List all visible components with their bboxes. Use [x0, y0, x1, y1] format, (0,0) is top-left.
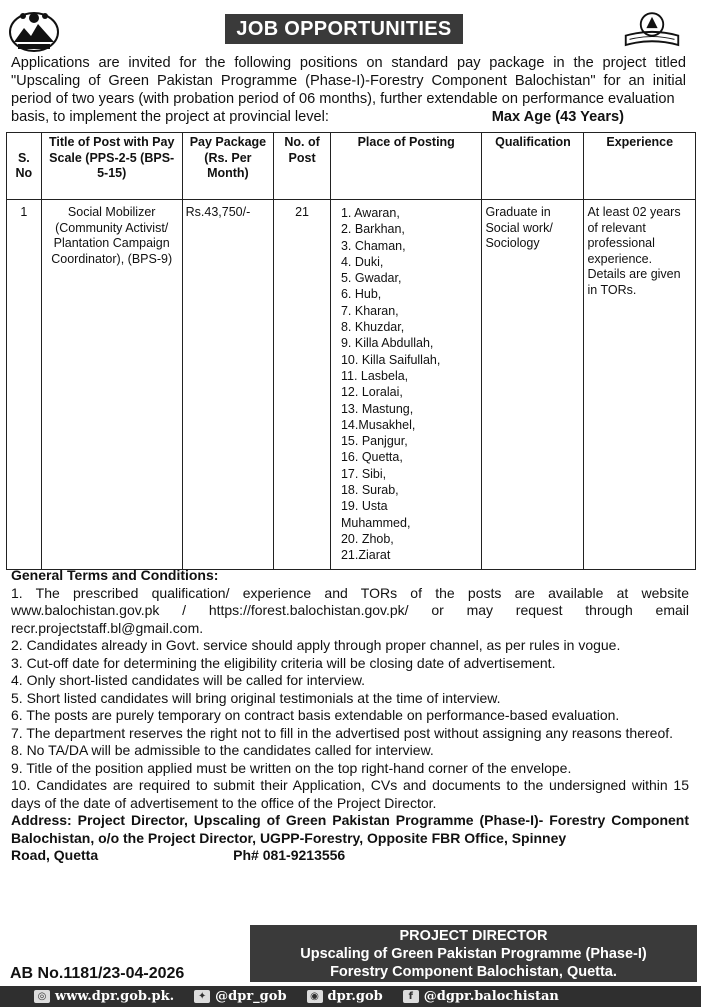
place-item: 14.Musakhel,: [340, 417, 416, 432]
place-item: 19. Usta: [340, 499, 388, 514]
place-item: 12. Loralai,: [340, 385, 403, 400]
footer-web[interactable]: [34, 989, 174, 1004]
header-pay: Pay Package (Rs. Per Month): [182, 133, 274, 200]
place-item: 20. Zhob,: [340, 531, 394, 546]
forestry-department-logo: [622, 6, 682, 54]
places-list: [334, 205, 478, 564]
facebook-icon: f: [403, 990, 419, 1003]
page-title: JOB OPPORTUNITIES: [225, 14, 463, 44]
term-item: 3. Cut-off date for determining the eligibility criteria will be closing date of advertisement.: [11, 654, 556, 671]
header-posts: No. of Post: [274, 133, 331, 200]
director-location: Forestry Component Balochistan, Quetta.: [330, 964, 617, 980]
address-last-line: [11, 847, 689, 865]
place-item: 3. Chaman,: [340, 238, 406, 253]
place-item: 7. Kharan,: [340, 303, 399, 318]
intro-last-text: basis, to implement the project at provincial level:: [11, 109, 329, 125]
place-item: 13. Mastung,: [340, 401, 414, 416]
jobs-table: [6, 132, 696, 570]
address-main: Address: Project Director, Upscaling of Green Pakistan Programme (Phase-I)- Forestry Component Balochistan, o/o the Project Director, UGPP-Forestry, Opposite FBR Office, Spinney: [11, 812, 689, 846]
phone-number: Ph# 081-9213556: [233, 847, 346, 863]
cell-sno: 1: [7, 200, 42, 570]
place-item: 6. Hub,: [340, 287, 382, 302]
max-age: Max Age (43 Years): [491, 109, 624, 125]
cell-posts: 21: [274, 200, 331, 570]
intro-text: Applications are invited for the following positions on standard pay package in the project titled "Upscaling of Green Pakistan Programme (Phase-I)-Forestry Component Balochistan" for an initial period of two years (with probation period of 06 months), further extendable on performance evaluation: [11, 55, 686, 107]
cell-places: [330, 200, 481, 570]
place-item: 4. Duki,: [340, 254, 384, 269]
ab-number: AB No.1181/23-04-2026: [10, 965, 185, 982]
footer-web-text: www.dpr.gob.pk.: [55, 989, 175, 1004]
terms-section: [11, 567, 689, 865]
cell-experience: At least 02 years of relevant professional experience. Details are given in TORs.: [584, 200, 696, 570]
place-item: 8. Khuzdar,: [340, 320, 405, 335]
place-item: 1. Awaran,: [340, 206, 400, 220]
balochistan-govt-logo: [4, 6, 64, 54]
twitter-icon: ✦: [194, 990, 210, 1003]
footer-instagram[interactable]: [307, 989, 383, 1004]
director-title: PROJECT DIRECTOR: [399, 928, 548, 944]
cell-post-title: Social Mobilizer (Community Activist/ Plantation Campaign Coordinator), (BPS-9): [41, 200, 182, 570]
place-item: 5. Gwadar,: [340, 271, 402, 286]
header-sno: S. No: [7, 133, 42, 200]
place-item: 11. Lasbela,: [340, 368, 409, 383]
place-item: 17. Sibi,: [340, 466, 387, 481]
header-title: Title of Post with Pay Scale (PPS-2-5 (BPS-5-15): [41, 133, 182, 200]
place-item: 15. Panjgur,: [340, 434, 408, 449]
term-item: 1. The prescribed qualification/ experience and TORs of the posts are available at website www.balochistan.gov.pk / https://forest.balochistan.gov.pk/ or may request through email recr.projectstaff.bl@gmail.com.: [11, 584, 689, 636]
instagram-icon: ◉: [307, 990, 323, 1003]
terms-title: General Terms and Conditions:: [11, 567, 219, 583]
footer-twitter-text: @dpr_gob: [215, 989, 287, 1004]
terms-list: [11, 585, 689, 813]
table-row: [7, 200, 696, 570]
place-item: 16. Quetta,: [340, 450, 403, 465]
term-item: 10. Candidates are required to submit their Application, CVs and documents to the undersigned within 15 days of the date of advertisement to the office of the Project Director.: [11, 777, 689, 811]
place-item: Muhammed,: [340, 515, 411, 530]
project-director-block: [250, 925, 697, 982]
term-item: 8. No TA/DA will be admissible to the candidates called for interview.: [11, 742, 434, 758]
place-item: 21.Ziarat: [340, 548, 391, 563]
header-place: Place of Posting: [330, 133, 481, 200]
place-item: 18. Surab,: [340, 483, 399, 498]
address-last: Road, Quetta: [11, 847, 99, 863]
term-item: 6. The posts are purely temporary on contract basis extendable on performance-based evaluation.: [11, 707, 620, 723]
header-qualification: Qualification: [482, 133, 584, 200]
footer-instagram-text: dpr.gob: [327, 989, 383, 1004]
footer-strip: [0, 986, 701, 1007]
globe-icon: ◎: [34, 990, 50, 1003]
place-item: 10. Killa Saifullah,: [340, 352, 441, 367]
header-experience: Experience: [584, 133, 696, 200]
term-item: 5. Short listed candidates will bring original testimonials at the time of interview.: [11, 689, 501, 706]
footer-facebook[interactable]: [403, 989, 559, 1004]
director-project: Upscaling of Green Pakistan Programme (Phase-I): [300, 946, 647, 962]
term-item: 2. Candidates already in Govt. service should apply through proper channel, as per rules in vogue.: [11, 637, 621, 653]
place-item: 9. Killa Abdullah,: [340, 336, 434, 351]
term-item: 7. The department reserves the right not to fill in the advertised post without assigning any reasons thereof.: [11, 724, 674, 741]
term-item: 9. Title of the position applied must be written on the top right-hand corner of the envelope.: [11, 759, 572, 776]
intro-paragraph: [11, 54, 686, 126]
cell-qualification: Graduate in Social work/ Sociology: [482, 200, 584, 570]
cell-pay: Rs.43,750/-: [182, 200, 274, 570]
footer-facebook-text: @dgpr.balochistan: [423, 989, 559, 1004]
address-text: [11, 812, 689, 847]
intro-last-line: [11, 108, 686, 126]
place-item: 2. Barkhan,: [340, 222, 405, 237]
table-header-row: [7, 133, 696, 200]
footer-twitter[interactable]: [194, 989, 286, 1004]
term-item: 4. Only short-listed candidates will be called for interview.: [11, 672, 366, 688]
